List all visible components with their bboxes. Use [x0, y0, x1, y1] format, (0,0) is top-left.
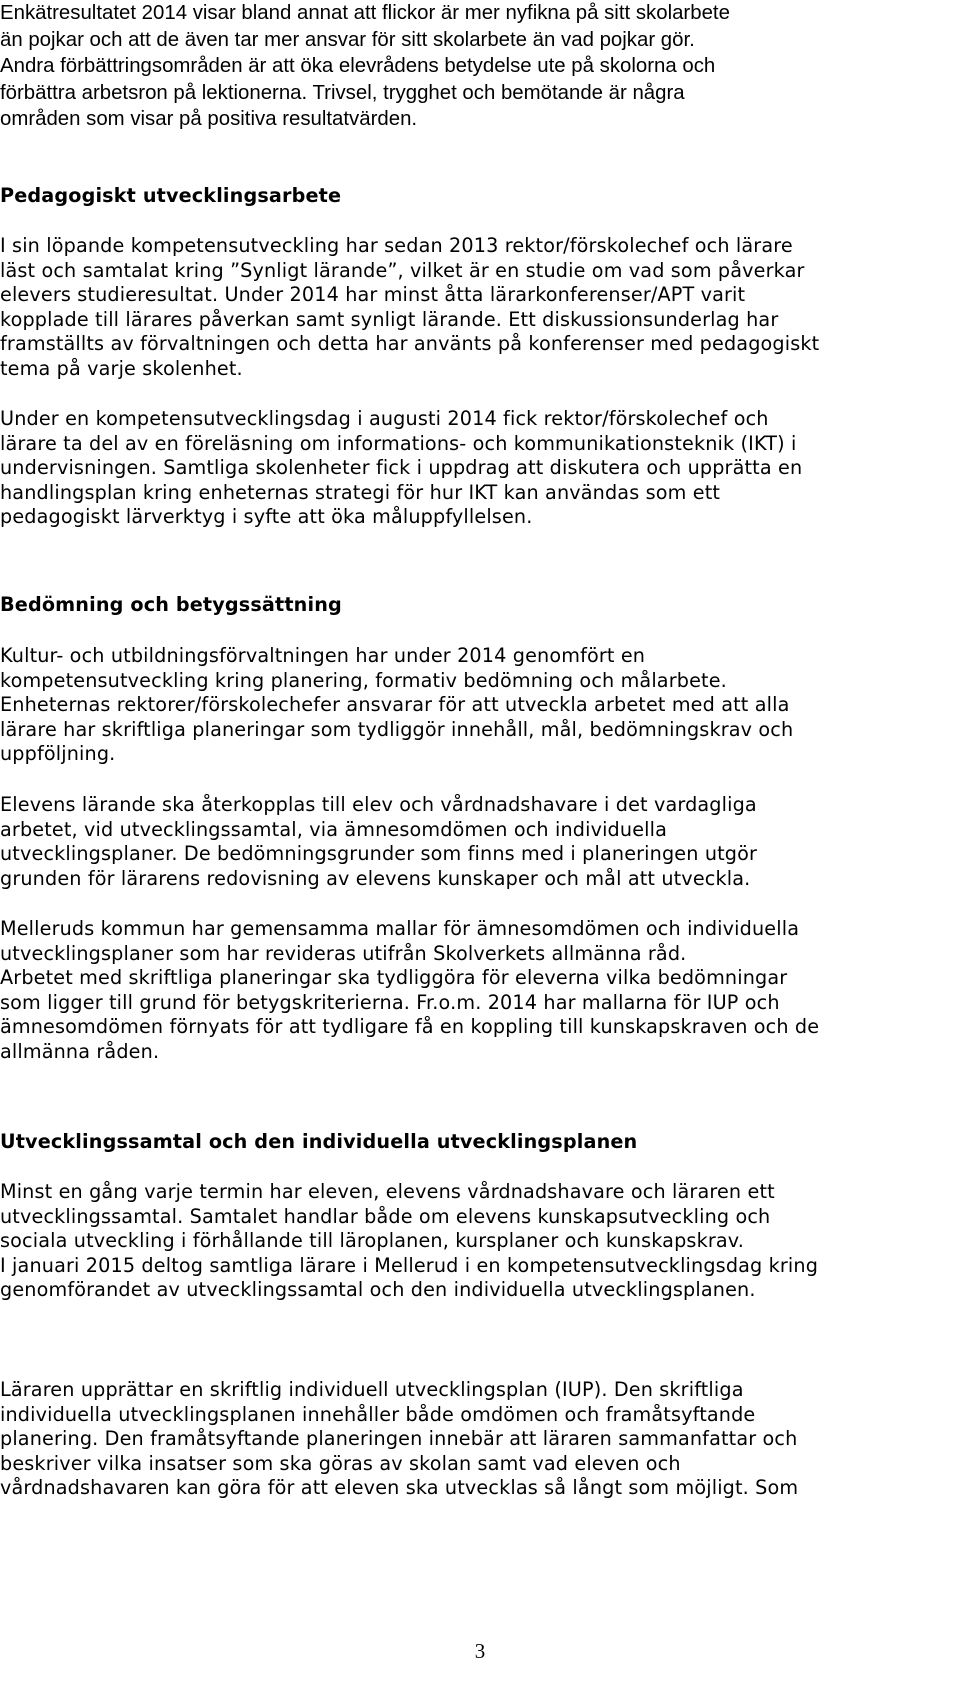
paragraph-utvecklingssamtal: Minst en gång varje termin har eleven, elevens vårdnadshavare och läraren ett utvecklingssamtal. Samtalet handlar både om elevens kunskapsutveckling och sociala utveckling i förhållande till läroplanen, kursplaner och kunskapskrav. I januari 2015 deltog samtliga lärare i Mellerud i en kompetensutvecklingsdag kring genomförandet av utvecklingssamtal och den individuella utvecklingsplanen.	[0, 1180, 819, 1302]
paragraph-formativ-bedomning: Kultur- och utbildningsförvaltningen har under 2014 genomfört en kompetensutveckling kring planering, formativ bedömning och målarbete. Enheternas rektorer/förskolechefer ansvarar för att utveckla arbetet med att alla lärare har skriftliga planeringar som tydliggör innehåll, mål, bedömningskrav och uppföljning.	[0, 644, 794, 766]
paragraph-ikt-kompetensutveckling: Under en kompetensutvecklingsdag i augusti 2014 fick rektor/förskolechef och lärare ta del av en föreläsning om informations- och kommunikationsteknik (IKT) i undervisningen. Samtliga skolenheter fick i uppdrag att diskutera och upprätta en handlingsplan kring enheternas strategi för hur IKT kan användas som ett pedagogiskt lärverktyg i syfte att öka måluppfyllelsen.	[0, 407, 803, 529]
intro-paragraph: Enkätresultatet 2014 visar bland annat att flickor är mer nyfikna på sitt skolarbete än pojkar och att de även tar mer ansvar för sitt skolarbete än vad pojkar gör. Andra förbättringsområden är att öka elevrådens betydelse ute på skolorna och förbättra arbetsron på lektionerna. Trivsel, trygghet och bemötande är några områden som visar på positiva resultatvärden.	[0, 2, 730, 131]
section-heading-utvecklingssamtal: Utvecklingssamtal och den individuella utvecklingsplanen	[0, 1130, 638, 1153]
section-heading-bedomning-och-betygssattning: Bedömning och betygssättning	[0, 593, 342, 616]
paragraph-mallar-och-iup: Melleruds kommun har gemensamma mallar för ämnesomdömen och individuella utvecklingsplaner som har revideras utifrån Skolverkets allmänna råd. Arbetet med skriftliga planeringar ska tydliggöra för eleverna vilka bedömningar som ligger till grund för betygskriterierna. Fr.o.m. 2014 har mallarna för IUP och ämnesomdömen förnyats för att tydligare få en koppling till kunskapskraven och de allmänna råden.	[0, 917, 820, 1063]
paragraph-aterkoppling: Elevens lärande ska återkopplas till elev och vårdnadshavare i det vardagliga arbetet, vid utvecklingssamtal, via ämnesomdömen och individuella utvecklingsplaner. De bedömningsgrunder som finns med i planeringen utgör grunden för lärarens redovisning av elevens kunskaper och mål att utveckla.	[0, 793, 758, 890]
page-number: 3	[474, 1639, 486, 1663]
section-heading-pedagogiskt-utvecklingsarbete: Pedagogiskt utvecklingsarbete	[0, 184, 342, 207]
paragraph-synligt-larande: I sin löpande kompetensutveckling har sedan 2013 rektor/förskolechef och lärare läst och samtalat kring ”Synligt lärande”, vilket är en studie om vad som påverkar elevers studieresultat. Under 2014 har minst åtta lärarkonferenser/APT varit kopplade till lärares påverkan samt synligt lärande. Ett diskussionsunderlag har framställts av förvaltningen och detta har använts på konferenser med pedagogiskt tema på varje skolenhet.	[0, 234, 820, 380]
paragraph-individuell-utvecklingsplan: Läraren upprättar en skriftlig individuell utvecklingsplan (IUP). Den skriftliga individuella utvecklingsplanen innehåller både omdömen och framåtsyftande planering. Den framåtsyftande planeringen innebär att läraren sammanfattar och beskriver vilka insatser som ska göras av skolan samt vad eleven och vårdnadshavaren kan göra för att eleven ska utvecklas så långt som möjligt. Som	[0, 1378, 799, 1500]
